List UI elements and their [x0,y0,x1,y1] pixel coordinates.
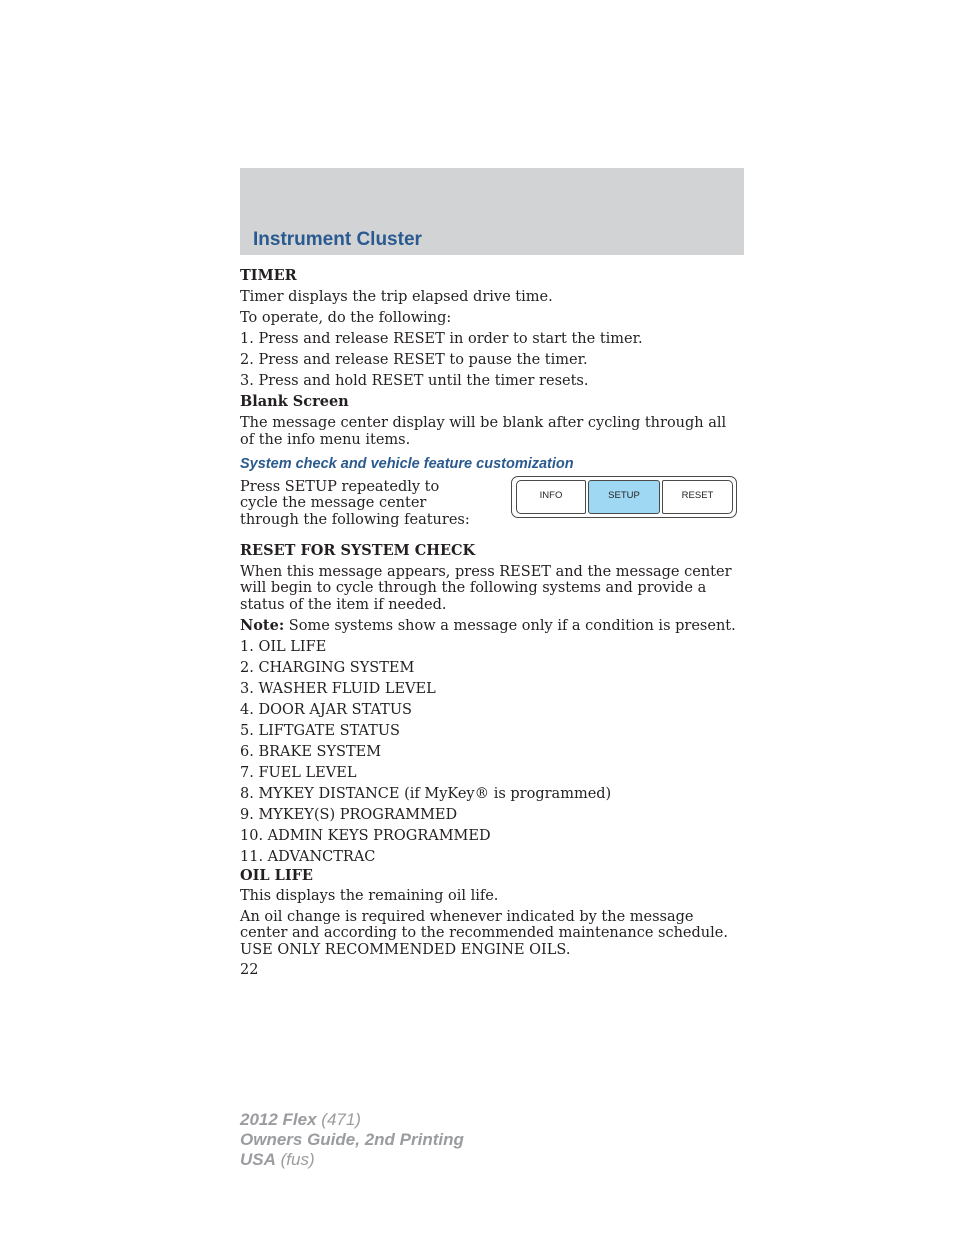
timer-step: 1. Press and release RESET in order to start the timer. [240,331,643,347]
system-list-item: 1. OIL LIFE [240,638,327,655]
oil-life-text: An oil change is required whenever indicated by the message center and according to the recommended maintenance schedule. USE ONLY RECOMMENDED ENGINE OILS. [240,908,728,958]
note-text: Some systems show a message only if a condition is present. [284,617,736,634]
footer-guide-line [240,1130,464,1150]
message-center-button-panel [511,476,737,518]
footer-region: USA [240,1150,276,1169]
oil-life-text: This displays the remaining oil life. [240,887,499,904]
system-check-row [240,479,744,537]
document-footer [240,1110,464,1170]
setup-button[interactable]: SETUP [588,480,660,514]
reset-check-text: When this message appears, press RESET and the message center will begin to cycle through the following systems and provide a status of the item if needed. [240,563,732,613]
timer-step: 3. Press and hold RESET until the timer resets. [240,373,589,389]
reset-button[interactable]: RESET [662,480,733,514]
system-list-item: 9. MYKEY(S) PROGRAMMED [240,806,458,823]
page-content [240,268,744,979]
system-list-item: 3. WASHER FLUID LEVEL [240,680,436,697]
timer-heading: TIMER [240,267,297,284]
system-list-item: 2. CHARGING SYSTEM [240,659,415,676]
timer-line: To operate, do the following: [240,310,452,326]
timer-line: Timer displays the trip elapsed drive time. [240,289,553,305]
system-check-text: Press SETUP repeatedly to cycle the message center through the following features: [240,478,470,528]
footer-model: 2012 Flex [240,1110,317,1129]
blank-screen-text: The message center display will be blank after cycling through all of the info menu items. [240,415,727,448]
section-title: Instrument Cluster [253,229,422,250]
footer-region-line [240,1150,464,1170]
footer-region-code: (fus) [275,1150,315,1169]
system-list-item: 11. ADVANCTRAC [240,848,376,865]
info-button[interactable]: INFO [516,480,586,514]
system-list-item: 6. BRAKE SYSTEM [240,743,382,760]
page-number: 22 [240,962,259,978]
note-paragraph [240,618,744,635]
reset-check-heading: RESET FOR SYSTEM CHECK [240,541,476,559]
note-label: Note: [240,616,285,634]
timer-step: 2. Press and release RESET to pause the timer. [240,352,588,368]
oil-life-heading: OIL LIFE [240,867,313,884]
section-header-band [240,168,744,255]
footer-code: (471) [316,1110,361,1129]
blank-screen-heading: Blank Screen [240,393,349,410]
footer-guide: Owners Guide, 2nd Printing [240,1130,464,1149]
system-list-item: 10. ADMIN KEYS PROGRAMMED [240,827,491,844]
system-check-heading: System check and vehicle feature customization [240,456,574,472]
system-list-item: 7. FUEL LEVEL [240,764,357,781]
system-list-item: 5. LIFTGATE STATUS [240,722,400,739]
system-list-item: 4. DOOR AJAR STATUS [240,701,412,718]
system-list-item: 8. MYKEY DISTANCE (if MyKey® is programmed) [240,785,612,802]
footer-model-line [240,1110,464,1130]
